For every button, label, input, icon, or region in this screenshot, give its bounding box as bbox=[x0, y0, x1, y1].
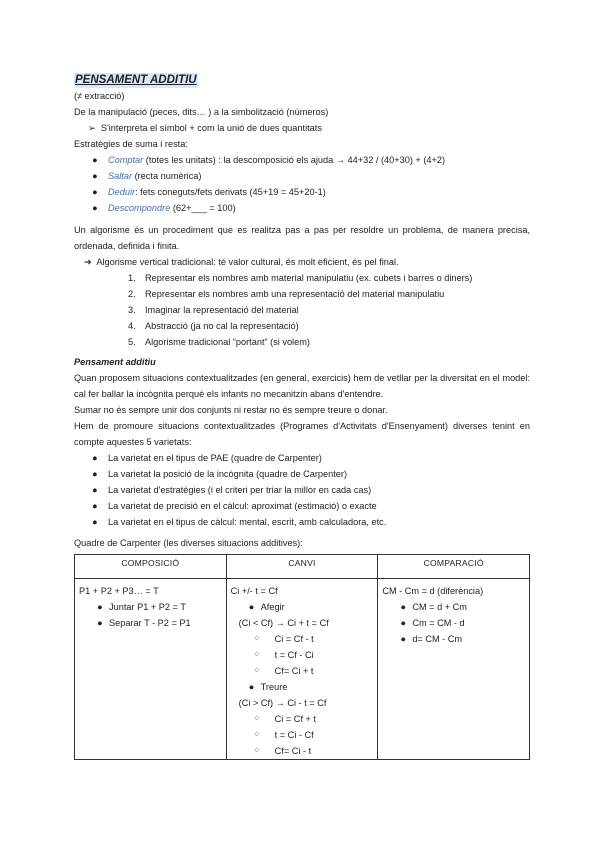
strategies-heading: Estratègies de suma i resta: bbox=[74, 139, 188, 149]
section-subheading: Pensament additiu bbox=[74, 357, 156, 367]
composicio-main: P1 + P2 + P3… = T bbox=[79, 586, 159, 596]
circle-bullet-icon: ○ bbox=[254, 667, 259, 674]
algorithm-arrow-text: Algorisme vertical tradicional: té valor cultural, és molt eficient, és pel final. bbox=[96, 257, 399, 267]
algorithm-steps-list bbox=[74, 270, 530, 350]
intro-line-2: De la manipulació (peces, dits… ) a la simbolització (números) bbox=[74, 107, 329, 117]
step-text: Representar els nombres amb una representació del material manipulatiu bbox=[145, 289, 445, 299]
bullet-icon: ● bbox=[92, 485, 98, 495]
list-item bbox=[74, 514, 530, 530]
circle-bullet-icon: ○ bbox=[254, 731, 259, 738]
algorithm-arrow-item bbox=[74, 254, 530, 270]
bullet-icon: ● bbox=[92, 453, 98, 463]
list-item bbox=[74, 302, 530, 318]
list-item: ○ t = Ci - Cf bbox=[231, 727, 374, 743]
strategy-text: (recta numèrica) bbox=[132, 171, 202, 181]
strategy-term: Descompondre bbox=[108, 203, 171, 213]
list-item: ● Separar T - P2 = P1 bbox=[79, 615, 222, 631]
bullet-icon: ● bbox=[400, 634, 406, 644]
list-item: ○ t = Cf - Ci bbox=[231, 647, 374, 663]
canvi-main: Ci +/- t = Cf bbox=[230, 586, 278, 596]
step-text: Representar els nombres amb material manipulatiu (ex. cubets i barres o diners) bbox=[145, 273, 473, 283]
intro-arrow-item bbox=[74, 120, 530, 136]
step-text: Abstracció (ja no cal la representació) bbox=[145, 321, 299, 331]
variety-text: La varietat en el tipus de PAE (quadre de Carpenter) bbox=[108, 453, 322, 463]
bullet-icon: ● bbox=[92, 517, 98, 527]
algorithm-paragraph: Un algorisme és un procediment que es realitza pas a pas per resoldre un problema, de manera precisa, ordenada, definida i finita. bbox=[74, 225, 530, 251]
strategy-text: : fets coneguts/fets derivats (45+19 = 45+20-1) bbox=[135, 187, 326, 197]
arrow-bullet-icon: ➢ bbox=[88, 123, 96, 133]
list-item bbox=[74, 200, 530, 216]
cell-comparacio bbox=[378, 579, 530, 760]
list-item bbox=[74, 450, 530, 466]
list-item: ● d= CM - Cm bbox=[382, 631, 525, 647]
list-item: ● CM = d + Cm bbox=[382, 599, 525, 615]
step-text: Imaginar la representació del material bbox=[145, 305, 299, 315]
header-composicio: COMPOSICIÓ bbox=[75, 555, 227, 579]
step-text: Algorisme tradicional “portant” (si volem) bbox=[145, 337, 310, 347]
bullet-icon: ● bbox=[97, 618, 103, 628]
list-item bbox=[74, 152, 530, 168]
step-number: 2. bbox=[128, 289, 136, 299]
carpenter-table bbox=[74, 554, 530, 760]
header-canvi: CANVI bbox=[226, 555, 378, 579]
strategy-term: Saltar bbox=[108, 171, 133, 181]
afegir-rule: (Ci < Cf) → Ci + t = Cf bbox=[238, 618, 329, 628]
afegir-item: ● Afegir bbox=[231, 599, 374, 615]
list-item bbox=[74, 334, 530, 350]
bullet-icon: ● bbox=[92, 501, 98, 511]
bullet-icon: ● bbox=[400, 602, 406, 612]
list-item bbox=[74, 318, 530, 334]
bullet-icon: ● bbox=[97, 602, 103, 612]
bullet-icon: ● bbox=[92, 155, 98, 165]
list-item: ○ Cf= Ci - t bbox=[231, 743, 374, 759]
table-caption: Quadre de Carpenter (les diverses situacions additives): bbox=[74, 538, 303, 548]
strategy-text: (totes les unitats) : la descomposició els ajuda → 44+32 / (40+30) + (4+2) bbox=[143, 155, 446, 165]
step-number: 5. bbox=[128, 337, 136, 347]
list-item bbox=[74, 184, 530, 200]
step-number: 4. bbox=[128, 321, 136, 331]
circle-bullet-icon: ○ bbox=[254, 715, 259, 722]
list-item: ● Cm = CM - d bbox=[382, 615, 525, 631]
list-item: ○ Ci = Cf + t bbox=[231, 711, 374, 727]
arrow-bullet-icon: ➔ bbox=[84, 257, 92, 267]
varieties-list bbox=[74, 450, 530, 530]
intro-arrow-text: S'interpreta el símbol + com la unió de dues quantitats bbox=[100, 123, 322, 133]
bullet-icon: ● bbox=[248, 602, 255, 612]
document-page bbox=[74, 72, 530, 760]
bullet-icon: ● bbox=[92, 203, 98, 213]
cell-canvi bbox=[226, 579, 378, 760]
bullet-icon: ● bbox=[400, 618, 406, 628]
page-title: PENSAMENT ADDITIU bbox=[75, 74, 197, 86]
circle-bullet-icon: ○ bbox=[254, 747, 259, 754]
bullet-icon: ● bbox=[248, 682, 255, 692]
list-item bbox=[74, 270, 530, 286]
variety-text: La varietat d'estratègies (i el criteri per triar la millor en cada cas) bbox=[108, 485, 372, 495]
list-item bbox=[74, 498, 530, 514]
variety-text: La varietat la posició de la incògnita (quadre de Carpenter) bbox=[108, 469, 348, 479]
step-number: 3. bbox=[128, 305, 136, 315]
variety-text: La varietat de precisió en el càlcul: aproximat (estimació) o exacte bbox=[108, 501, 377, 511]
comparacio-main: CM - Cm = d (diferència) bbox=[382, 586, 484, 596]
step-number: 1. bbox=[128, 273, 136, 283]
paragraph-1: Quan proposem situacions contextualitzades (en general, exercicis) hem de vetllar per la diversitat en el model: cal fer ballar la incògnita perquè els infants no mecanitzin abans d'entendre. bbox=[74, 373, 530, 399]
treure-item: ● Treure bbox=[231, 679, 374, 695]
list-item bbox=[74, 286, 530, 302]
list-item bbox=[74, 466, 530, 482]
variety-text: La varietat en el tipus de càlcul: mental, escrit, amb calculadora, etc. bbox=[108, 517, 387, 527]
strategy-term: Deduir bbox=[108, 187, 136, 197]
cell-composicio bbox=[75, 579, 227, 760]
list-item bbox=[74, 168, 530, 184]
intro-line-1: (≠ extracció) bbox=[74, 91, 125, 101]
list-item: ○ Cf= Ci + t bbox=[231, 663, 374, 679]
list-item: ○ Ci = Cf - t bbox=[231, 631, 374, 647]
treure-rule: (Ci > Cf) → Ci - t = Cf bbox=[238, 698, 327, 708]
circle-bullet-icon: ○ bbox=[254, 651, 259, 658]
strategies-list bbox=[74, 152, 530, 216]
header-comparacio: COMPARACIÓ bbox=[378, 555, 530, 579]
strategy-term: Comptar bbox=[108, 155, 144, 165]
list-item: ● Juntar P1 + P2 = T bbox=[79, 599, 222, 615]
paragraph-2: Sumar no és sempre unir dos conjunts ni restar no és sempre treure o donar. bbox=[74, 405, 388, 415]
bullet-icon: ● bbox=[92, 469, 98, 479]
circle-bullet-icon: ○ bbox=[254, 635, 259, 642]
paragraph-3: Hem de promoure situacions contextualitzades (Programes d'Activitats d'Ensenyament) diverses tenint en compte aquestes 5 varietats: bbox=[74, 421, 530, 447]
bullet-icon: ● bbox=[92, 187, 98, 197]
strategy-text: (62+___ = 100) bbox=[170, 203, 236, 213]
list-item bbox=[74, 482, 530, 498]
bullet-icon: ● bbox=[92, 171, 98, 181]
